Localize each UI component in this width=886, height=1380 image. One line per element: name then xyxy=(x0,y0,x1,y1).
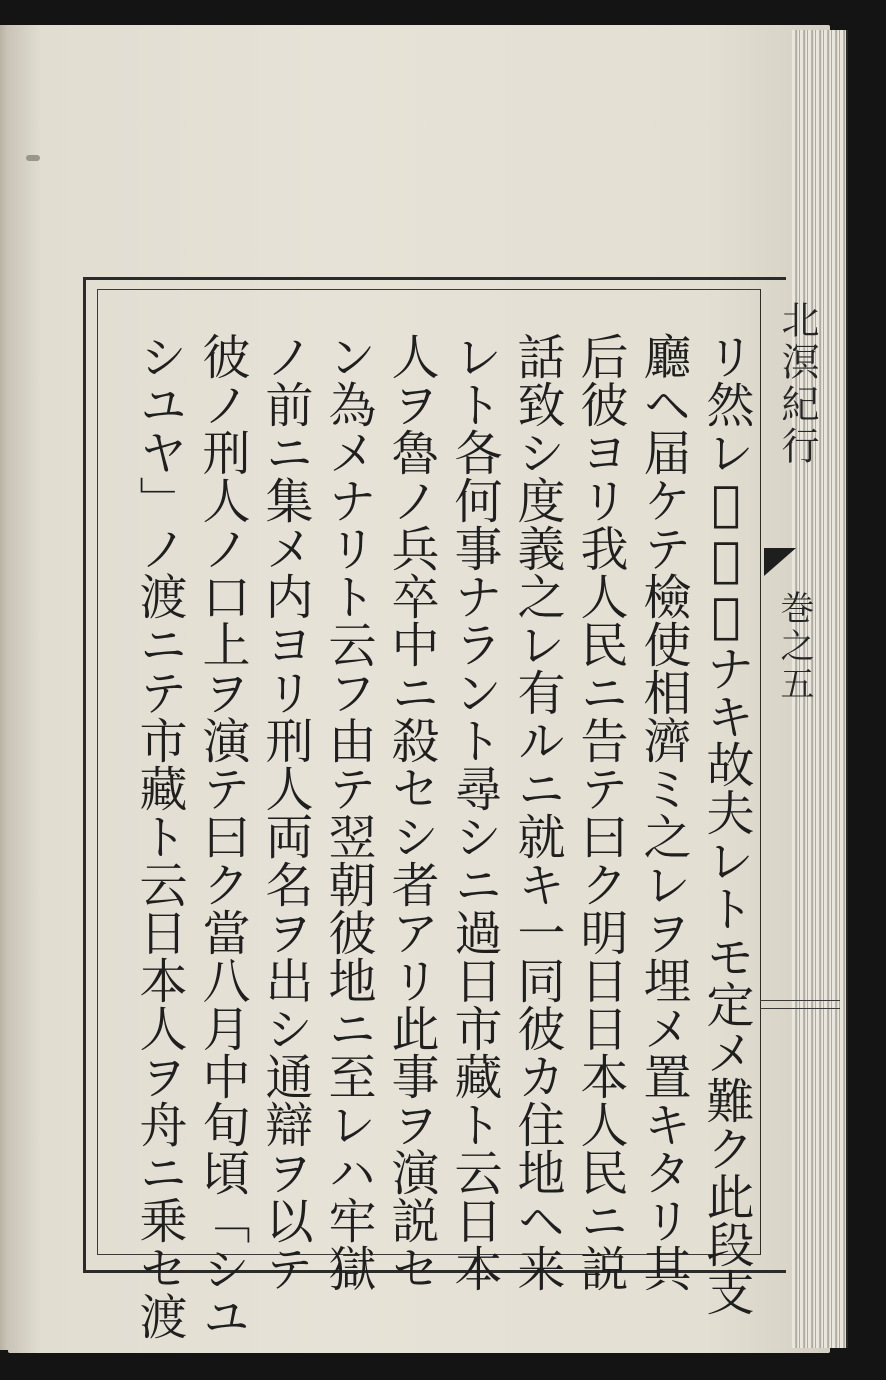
text-column-6: 人ヲ魯ノ兵卒中ニ殺セシ者アリ此事ヲ演説セ xyxy=(383,332,439,1292)
ink-smudge xyxy=(26,155,40,161)
text-column-1: リ然レ𪜈確證ナキ故夫レトモ定メ難ク此段支 xyxy=(698,332,754,1316)
text-column-3: 后彼ヨリ我人民ニ告テ曰ク明日日本人民ニ説 xyxy=(572,332,628,1292)
text-column-10: シユヤ」ノ渡ニテ市藏ト云日本人ヲ舟ニ乗セ渡 xyxy=(131,332,187,1340)
hashira-title: 北溟紀行 xyxy=(775,300,819,468)
hashira-rule-upper xyxy=(760,1000,840,1001)
hashira-volume: 巻之五 xyxy=(774,590,814,704)
hashira-rule-lower xyxy=(760,1008,840,1009)
text-column-5: レト各何事ナラント尋シニ過日市藏ト云日本 xyxy=(446,332,502,1292)
text-column-9: 彼ノ刑人ノ口上ヲ演テ曰ク當八月中旬頃「シユ xyxy=(194,332,250,1340)
text-column-7: ン為メナリト云フ由テ翌朝彼地ニ至レハ牢獄 xyxy=(320,332,376,1292)
hashira-fishtail-mark xyxy=(764,548,796,576)
text-column-8: ノ前ニ集メ内ヨリ刑人両名ヲ出シ通辯ヲ以テ xyxy=(257,332,313,1292)
text-column-4: 話致シ度義之レ有ルニ就キ一同彼カ住地ヘ来 xyxy=(509,332,565,1292)
text-column-2: 廳ヘ届ケテ檢使相濟ミ之レヲ埋メ置キタリ其 xyxy=(635,332,691,1292)
